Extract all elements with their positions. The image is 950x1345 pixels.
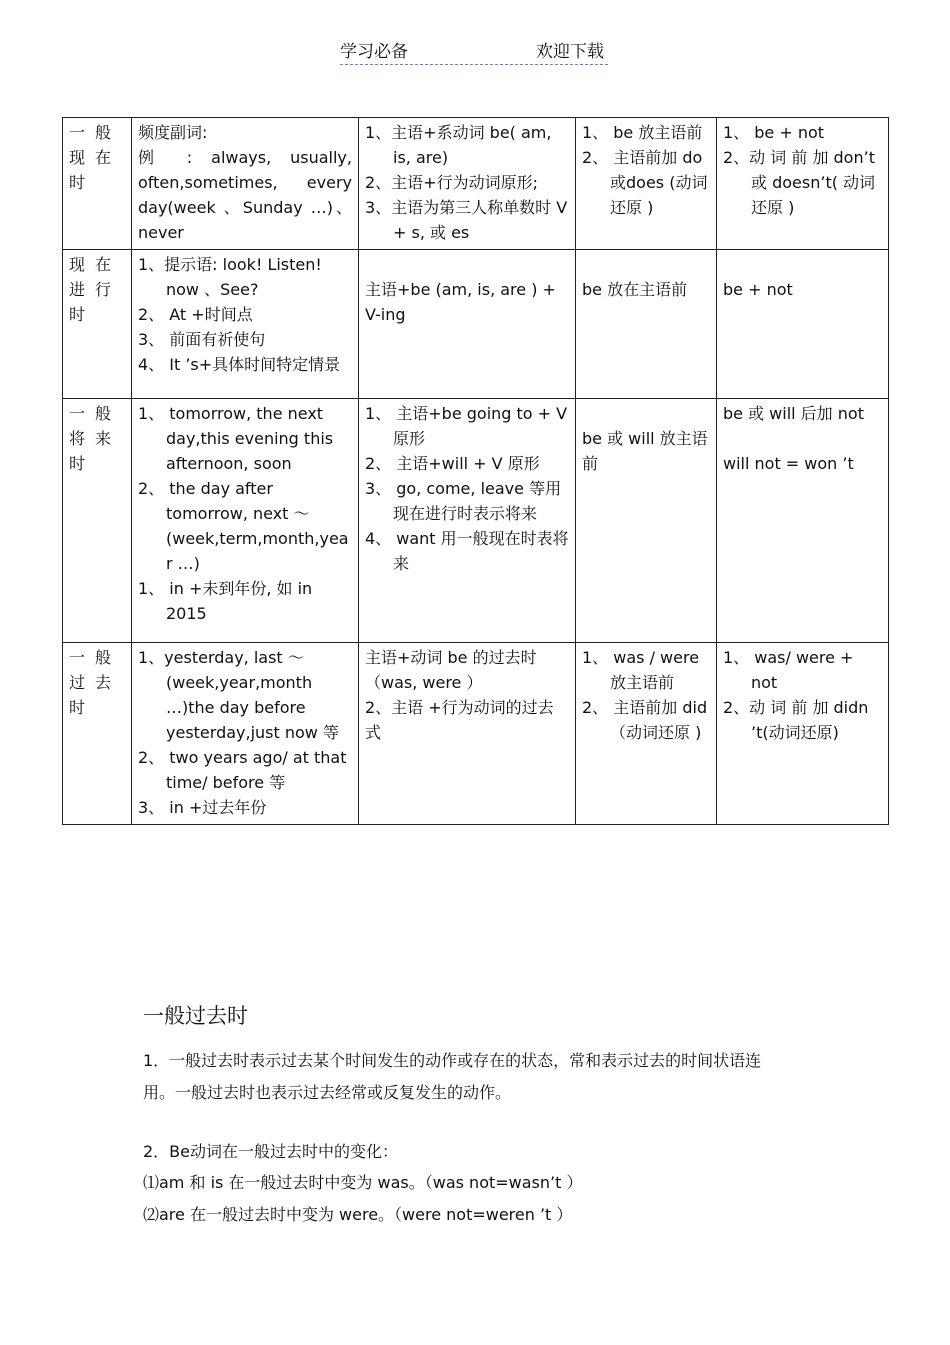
question-line: 2、 主语前加 did （动词还原 ) [582,698,708,742]
question-cell [576,643,717,825]
negative-cell [717,118,889,250]
marker-line: 2、 the day after tomorrow, next ～(week,term,month,year …) [138,479,349,573]
marker-cell [132,118,359,250]
negative-line: be 或 will 后加 not [723,404,864,423]
negative-cell [717,643,889,825]
structure-line: 1、 主语+be going to + V 原形 [365,404,568,448]
tense-cell: 一般将来时 [63,399,132,643]
negative-line: will not = won ’t [723,454,854,473]
structure-line: 1、主语+系动词 be( am, is, are) [365,123,552,167]
negative-cell [717,250,889,399]
structure-line: 3、主语为第三人称单数时 V + s, 或 es [365,198,568,242]
structure-line: 主语+动词 be 的过去时（was, were ） [365,648,537,692]
structure-cell [359,643,576,825]
table-row [63,643,889,825]
negative-line: be + not [723,280,793,299]
marker-line: 1、yesterday, last ～(week,year,month …)the day before yesterday,just now 等 [138,648,339,742]
question-line: be 或 will 放主语前 [582,429,708,473]
question-line: 1、 was / were 放主语前 [582,648,700,692]
question-line: 1、 be 放主语前 [582,123,703,142]
marker-line: 2、 At +时间点 [138,305,253,324]
structure-line: 2、主语+行为动词原形; [365,173,538,192]
marker-line: 1、 in +未到年份, 如 in 2015 [138,579,313,623]
header-left-text: 学习必备 [340,42,408,62]
structure-cell [359,399,576,643]
negative-line: 2、动 词 前 加 didn ’t(动词还原) [723,698,869,742]
tense-cell: 一般现在时 [63,118,132,250]
structure-cell [359,118,576,250]
table-row [63,118,889,250]
tense-table [62,117,889,825]
paragraph: ⑴am 和 is 在一般过去时中变为 was。（was not=wasn’t ） [143,1173,583,1192]
paragraph: 1．一般过去时表示过去某个时间发生的动作或存在的状态，常和表示过去的时间状语连用。一般过去时也表示过去经常或反复发生的动作。 [143,1051,762,1102]
section-title: 一般过去时 [143,1004,248,1028]
table-row [63,250,889,399]
question-cell [576,399,717,643]
marker-line: 例 : always, usually, often,sometimes, every day(week 、Sunday …)、never [138,148,352,242]
paragraph: 2．Be动词在一般过去时中的变化： [143,1142,399,1161]
header-right-text: 欢迎下载 [536,42,604,62]
marker-line: 频度副词: [138,123,208,142]
table-row [63,399,889,643]
question-cell [576,118,717,250]
marker-line: 3、 in +过去年份 [138,798,267,817]
question-line: 2、 主语前加 do 或does (动词还原 ) [582,148,708,217]
marker-line: 3、 前面有祈使句 [138,330,266,349]
negative-line: 2、动 词 前 加 don’t 或 doesn’t( 动词还原 ) [723,148,876,217]
paragraph: ⑵are 在一般过去时中变为 were。（were not=weren ’t ） [143,1205,573,1224]
question-line: be 放在主语前 [582,280,688,299]
structure-cell [359,250,576,399]
structure-line: 2、 主语+will + V 原形 [365,454,540,473]
structure-line: 4、 want 用一般现在时表将来 [365,529,569,573]
negative-line: 1、 was/ were + not [723,648,854,692]
marker-cell [132,250,359,399]
structure-line: 3、 go, come, leave 等用现在进行时表示将来 [365,479,562,523]
marker-cell [132,643,359,825]
negative-cell [717,399,889,643]
marker-cell [132,399,359,643]
question-cell [576,250,717,399]
marker-line: 4、 It ’s+具体时间特定情景 [138,355,341,374]
tense-cell: 现在进行时 [63,250,132,399]
marker-line: 1、提示语: look! Listen! now 、See? [138,255,322,299]
structure-line: 2、主语 +行为动词的过去式 [365,698,554,742]
marker-line: 2、 two years ago/ at that time/ before 等 [138,748,347,792]
structure-line: 主语+be (am, is, are ) + V-ing [365,280,556,324]
negative-line: 1、 be + not [723,123,825,142]
marker-line: 1、 tomorrow, the next day,this evening this afternoon, soon [138,404,334,473]
page-header [340,40,608,65]
tense-cell: 一般过去时 [63,643,132,825]
